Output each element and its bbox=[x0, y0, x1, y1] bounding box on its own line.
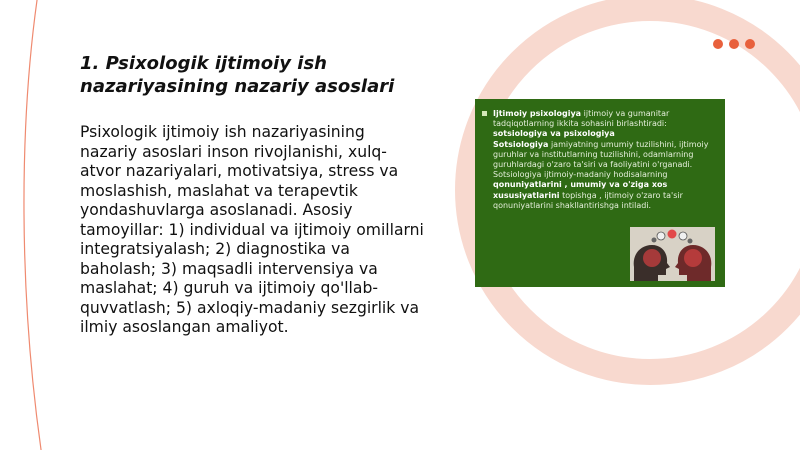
image-text: ijtimoiy va gumanitar tadqiqotlarning ikkita sohasini birlashtiradi: bbox=[493, 109, 670, 129]
slide-body-text: Psixologik ijtimoiy ish nazariyasining nazariy asoslari inson rivojlanishi, xulq-atvor nazariyalari, motivatsiya, stress va moslashish, maslahat va terapevtik yondashuvlarga asoslanadi. Asosiy tamoyillar: 1) individual va ijtimoiy omillarni integratsiyalash; 2) diagnostika va baholash; 3) maqsadli intervensiya va maslahat; 4) guruh va ijtimoiy qo'llab-quvvatlash; 5) axloqiy-madaniy sezgirlik va ilmiy asoslangan amaliyot. bbox=[80, 123, 424, 336]
accent-dot bbox=[745, 39, 755, 49]
bullet-icon bbox=[482, 111, 487, 116]
image-term-sociology-psychology: sotsiologiya va psixologiya bbox=[493, 129, 615, 139]
image-text: jamiyatning umumiy tuzilishini, ijtimoiy guruhlar va institutlarning tuzilishini, odamlarning guruhlardagi o'zaro ta'siri va faoliyatini o'rganadi. Sotsiologiya ijtimoiy-madaniy hodisalarning bbox=[493, 139, 709, 180]
accent-dot bbox=[713, 39, 723, 49]
image-term-social-psychology: Ijtimoiy psixologiya bbox=[493, 109, 582, 118]
image-text: topishga , ijtimoiy o'zaro ta'sir qonuniyatlarini shakllantirishga intiladi. bbox=[493, 190, 683, 210]
accent-dots bbox=[713, 39, 755, 49]
accent-dot bbox=[729, 39, 739, 49]
embedded-slide-image bbox=[475, 99, 725, 287]
two-heads-illustration bbox=[630, 227, 715, 281]
embedded-slide-text bbox=[493, 109, 719, 211]
image-term-regularities: qonuniyatlarini , umumiy va o'ziga xos xususiyatlarini bbox=[493, 180, 668, 200]
slide-title: 1. Psixologik ijtimoiy ish nazariyasining nazariy asoslari bbox=[80, 53, 395, 97]
image-term-sociology: Sotsiologiya bbox=[493, 139, 549, 149]
